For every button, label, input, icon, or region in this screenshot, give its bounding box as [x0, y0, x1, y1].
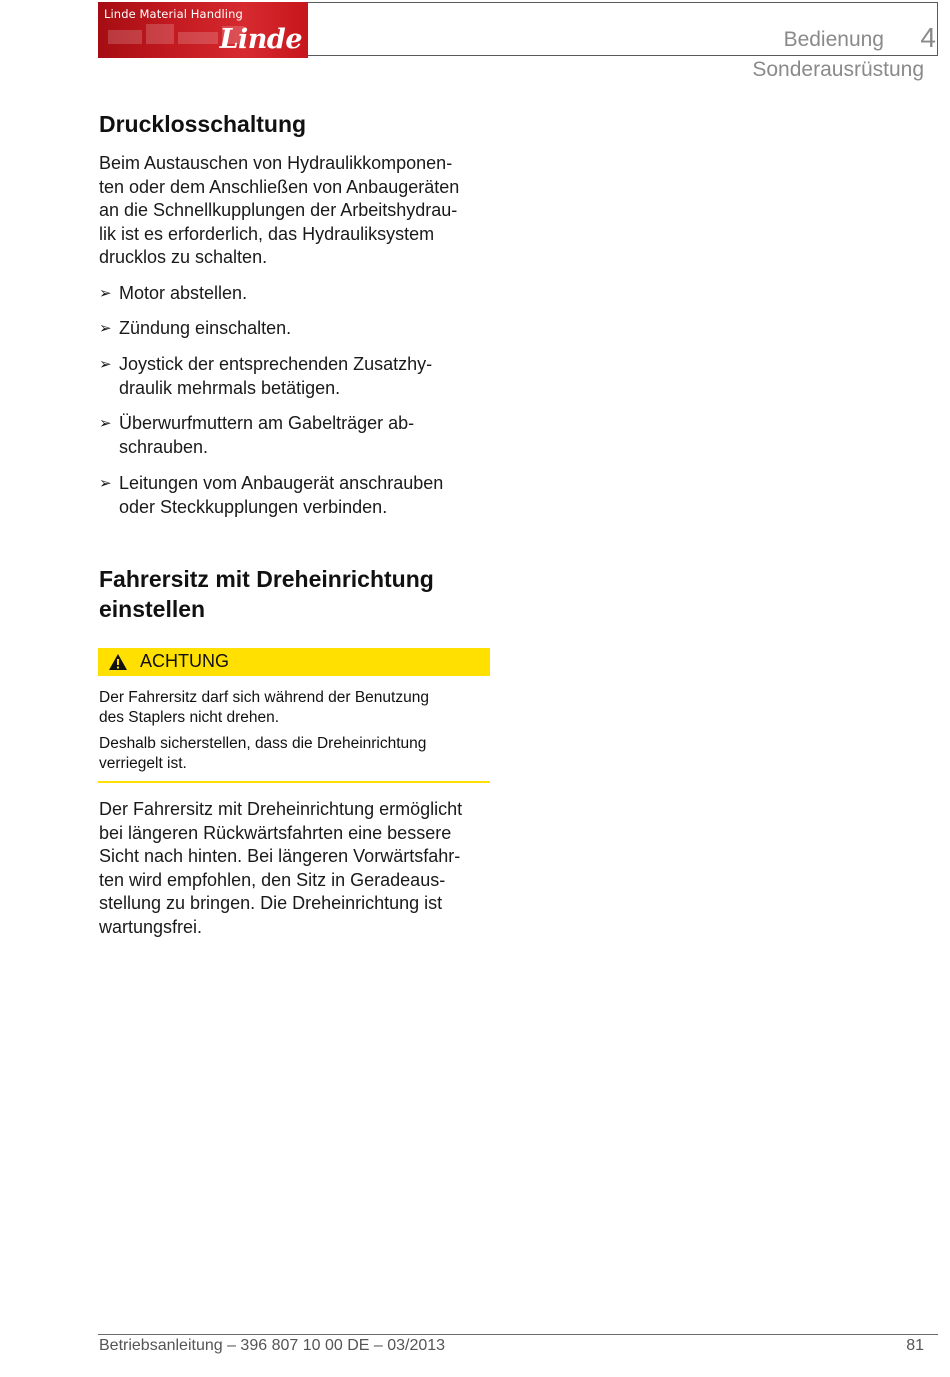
warning-line: Deshalb sicherstellen, dass die Dreheinrichtung — [99, 735, 427, 752]
arrow-bullet-icon: ➢ — [99, 285, 112, 302]
step-text: Leitungen vom Anbaugerät anschrauben — [119, 473, 444, 493]
footer-divider — [98, 1334, 938, 1335]
arrow-bullet-icon: ➢ — [99, 475, 112, 492]
arrow-bullet-icon: ➢ — [99, 415, 112, 432]
intro-line: drucklos zu schalten. — [99, 247, 268, 267]
intro-line: lik ist es erforderlich, das Hydrauliksystem — [99, 223, 435, 244]
warning-line: des Staplers nicht drehen. — [99, 708, 280, 726]
section-title-fahrersitz — [99, 564, 434, 624]
warning-triangle-icon — [108, 653, 128, 671]
warning-divider — [98, 781, 490, 783]
step-item — [99, 353, 489, 400]
body-line: Der Fahrersitz mit Dreheinrichtung ermöglicht — [99, 799, 463, 819]
step-item — [99, 472, 489, 519]
section-title-drucklosschaltung: Drucklosschaltung — [99, 111, 307, 137]
body-line: Sicht nach hinten. Bei längeren Vorwärtsfahr- — [99, 846, 461, 866]
step-text: oder Steckkupplungen verbinden. — [119, 496, 388, 517]
page-number: 81 — [906, 1337, 924, 1354]
step-item — [99, 317, 489, 341]
intro-line: ten oder dem Anschließen von Anbaugeräten — [99, 176, 460, 197]
step-text: schrauben. — [119, 436, 209, 457]
section-title-line: einstellen — [99, 596, 206, 622]
arrow-bullet-icon: ➢ — [99, 320, 112, 337]
header-chapter-number: 4 — [920, 22, 936, 53]
intro-line: Beim Austauschen von Hydraulikkomponen- — [99, 153, 453, 173]
intro-paragraph — [99, 152, 499, 270]
header-section-title: Bedienung — [783, 28, 884, 51]
body-line: ten wird empfohlen, den Sitz in Geradeaus- — [99, 869, 446, 890]
section-title-line: Fahrersitz mit Dreheinrichtung — [99, 566, 434, 592]
warning-line: verriegelt ist. — [99, 754, 187, 772]
step-item — [99, 282, 489, 306]
body-paragraph — [99, 798, 499, 939]
arrow-bullet-icon: ➢ — [99, 356, 112, 373]
step-text: Zündung einschalten. — [119, 318, 292, 338]
step-text: Motor abstellen. — [119, 283, 248, 303]
logo-brand-name: Linde — [219, 24, 302, 55]
intro-line: an die Schnellkupplungen der Arbeitshydrau- — [99, 200, 458, 220]
step-item — [99, 412, 489, 459]
body-line: wartungsfrei. — [99, 916, 203, 937]
warning-text — [99, 688, 489, 727]
body-line: bei längeren Rückwärtsfahrten eine bessere — [99, 822, 452, 843]
logo-company-name: Linde Material Handling — [104, 7, 243, 21]
warning-label: ACHTUNG — [140, 651, 229, 671]
warning-text — [99, 734, 489, 773]
step-text: Überwurfmuttern am Gabelträger ab- — [119, 413, 415, 433]
body-line: stellung zu bringen. Die Dreheinrichtung ist — [99, 893, 443, 913]
step-text: Joystick der entsprechenden Zusatzhy- — [119, 354, 433, 374]
header-subsection-title: Sonderausrüstung — [752, 58, 924, 81]
warning-banner — [98, 648, 490, 676]
step-text: draulik mehrmals betätigen. — [119, 377, 341, 398]
footer-document-reference: Betriebsanleitung – 396 807 10 00 DE – 03/2013 — [99, 1337, 446, 1354]
linde-logo — [98, 2, 308, 58]
warning-line: Der Fahrersitz darf sich während der Benutzung — [99, 689, 429, 706]
